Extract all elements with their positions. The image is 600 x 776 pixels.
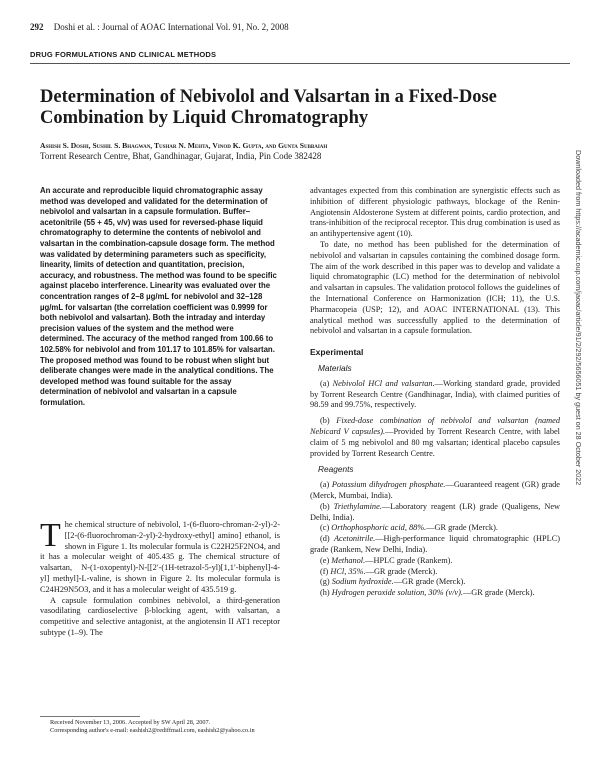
list-item xyxy=(310,379,560,411)
intro-text: he chemical structure of nebivolol, 1-(6-fluoro-chroman-2-yl)-2-[[2-(6-fluorochroman-2-yl)-2-hydroxy-ethyl] amino] ethanol, is shown in Figure 1. Its molecular formula is C22H25F2NO4, and it has a molecular weight of 405.435 g. The chemical structure of valsartan, N-(1-oxopentyl)-N-[[2′-(1H-tetrazol-5-yl)[1,1′-biphenyl]-4-yl] methyl]-L-valine, is shown in Figure 2. Its molecular formula is C24H29N5O3, and it has a molecular weight of 435.519 g. xyxy=(40,520,280,594)
heading-reagents: Reagents xyxy=(318,464,354,475)
item-label: (a) xyxy=(320,480,330,490)
item-label: (g) xyxy=(320,577,330,587)
item-name: Nebivolol HCl and valsartan. xyxy=(332,378,435,388)
footnote xyxy=(40,719,290,735)
item-label: (a) xyxy=(320,378,330,388)
item-name: Acetonitrile. xyxy=(333,534,376,544)
item-text: —GR grade (Merck). xyxy=(393,577,466,587)
list-item xyxy=(310,588,560,599)
list-item xyxy=(310,534,560,556)
item-text: —Guaranteed reagent (GR) grade (Merck, Mumbai, India). xyxy=(310,480,560,500)
heading-experimental: Experimental xyxy=(310,347,364,358)
right-column-body xyxy=(310,186,560,599)
list-item xyxy=(310,567,560,578)
materials-list xyxy=(310,379,560,460)
item-text: —GR grade (Merck). xyxy=(426,523,498,533)
section-divider xyxy=(30,63,570,64)
list-item xyxy=(310,480,560,502)
item-label: (c) xyxy=(320,523,330,533)
footnote-divider xyxy=(40,716,140,717)
paragraph: advantages expected from this combination are synergistic effects such as inhibition of different physiologic pathways, blockage of the Renin-Angiotensin Aldosterone System at different points, cardio protection, and trans-inhibition of the reciprocal receptor. This drug combination is used as an antihypertensive agent (10). xyxy=(310,186,560,239)
heading-materials: Materials xyxy=(318,362,352,373)
reagents-list xyxy=(310,480,560,599)
list-item xyxy=(310,556,560,567)
list-item xyxy=(310,523,560,534)
section-label: DRUG FORMULATIONS AND CLINICAL METHODS xyxy=(30,50,217,59)
item-label: (b) xyxy=(320,501,330,511)
corresponding-author: Corresponding author's e-mail: eashish2@rediffmail.com, eashish2@yahoo.co.in xyxy=(50,727,255,734)
paragraph: To date, no method has been published for the determination of nebivolol and valsartan in capsules containing the combined dosage form. The aim of the work described in this paper was to develop and validate a liquid chromatographic (LC) method for the determination of nebivolol and valsartan in capsules. The validation protocol follows the guidelines of the International Conference on Harmonization (ICH; 11), the U.S. Pharmacopeia (USP; 12), and AOAC INTERNATIONAL (13). This analytical method was successfully applied to the determination of nebivolol and valsartan in a capsule formulation. xyxy=(310,239,560,336)
download-watermark xyxy=(574,150,584,650)
item-label: (h) xyxy=(320,588,330,598)
left-column-body xyxy=(40,517,280,639)
item-text: —HPLC grade (Rankem). xyxy=(365,555,453,565)
item-name: Triethylamine. xyxy=(333,501,382,511)
paragraph: A capsule formulation combines nebivolol, a third-generation vasodilating cardioselective β-blocking agent, with valsartan, a competitive and selective antagonist, at the angiotensin II AT1 receptor subtype (1–9). The xyxy=(40,595,280,637)
item-text: —GR grade (Merck). xyxy=(365,566,438,576)
list-item xyxy=(310,502,560,524)
item-text: —Working standard grade, provided by Torrent Research Centre (Gandhinagar, India), with claimed purities of 98.59 and 99.75%, respectively. xyxy=(310,378,560,410)
item-label: (b) xyxy=(320,416,330,426)
item-name: Potassium dihydrogen phosphate. xyxy=(331,480,446,490)
article-title: Determination of Nebivolol and Valsartan in a Fixed-Dose Combination by Liquid Chromatography xyxy=(40,87,497,128)
item-label: (f) xyxy=(320,566,329,576)
item-name: Hydrogen peroxide solution, 30% (v/v). xyxy=(331,588,463,598)
running-header xyxy=(30,22,289,32)
drop-cap: T xyxy=(40,517,61,554)
affiliation: Torrent Research Centre, Bhat, Gandhinagar, Gujarat, India, Pin Code 382428 xyxy=(40,151,322,161)
item-name: HCl, 35%. xyxy=(330,566,366,576)
item-text: —Laboratory reagent (LR) grade (Qualigens, New Delhi, India). xyxy=(310,501,560,522)
item-name: Sodium hydroxide. xyxy=(331,577,394,587)
intro-paragraph xyxy=(40,517,280,596)
item-name: Methanol. xyxy=(331,555,366,565)
item-text: —GR grade (Merck). xyxy=(462,588,535,598)
item-name: Orthophosphoric acid, 88%. xyxy=(331,523,427,533)
item-label: (d) xyxy=(320,534,330,544)
item-name: Fixed-dose combination of nebivolol and valsartan (named Nebicard V capsules). xyxy=(310,416,560,436)
author-list: Ashish S. Doshi, Sushil S. Bhagwan, Tushar N. Mehta, Vinod K. Gupta, and Gunta Subbaiah xyxy=(40,141,328,150)
page-number: 292 xyxy=(30,22,44,32)
received-note: Received November 13, 2006. Accepted by SW April 28, 2007. xyxy=(50,719,211,726)
item-text: —Provided by Torrent Research Centre, with label claim of 5 mg nebivolol and 80 mg valsartan; identical placebo capsules provided by Torrent Research Centre. xyxy=(310,426,560,458)
download-notice: Downloaded from https://academic.oup.com/jaoac/article/91/2/292/5656051 by guest on 28 October 2022 xyxy=(574,150,583,486)
list-item xyxy=(310,577,560,588)
item-text: —High-performance liquid chromatographic (HPLC) grade (Rankem, New Delhi, India). xyxy=(310,534,560,554)
running-title: Doshi et al. : Journal of AOAC International Vol. 91, No. 2, 2008 xyxy=(53,22,289,32)
list-item xyxy=(310,416,560,459)
item-label: (e) xyxy=(320,555,330,565)
abstract: An accurate and reproducible liquid chromatographic assay method was developed and validated for the determination of nebivolol and valsartan in a capsule formulation. Buffer–acetonitrile (55 + 45, v/v) was used for reversed-phase liquid chromatography to determine the contents of nebivolol and valsartan in the combination-capsule dosage form. The method was validated by determining parameters such as specificity, linearity, limits of detection and quantitation, precision, accuracy, and robustness. The method was found to be specific against placebo interference. Linearity was evaluated over the concentration ranges of 2–8 µg/mL for nebivolol and 32–128 µg/mL for valsartan (the correlation coefficient was 0.9999 for both nebivolol and valsartan). Both the intraday and interday precision values of the system and the method were determined. The accuracy of the method ranged from 100.66 to 102.58% for nebivolol and from 101.17 to 101.85% for valsartan. The proposed method was found to be robust when slight but deliberate changes were made in the analytical conditions. The developed method was found suitable for the assay determination of nebivolol and valsartan in a capsule formulation. xyxy=(40,186,277,407)
